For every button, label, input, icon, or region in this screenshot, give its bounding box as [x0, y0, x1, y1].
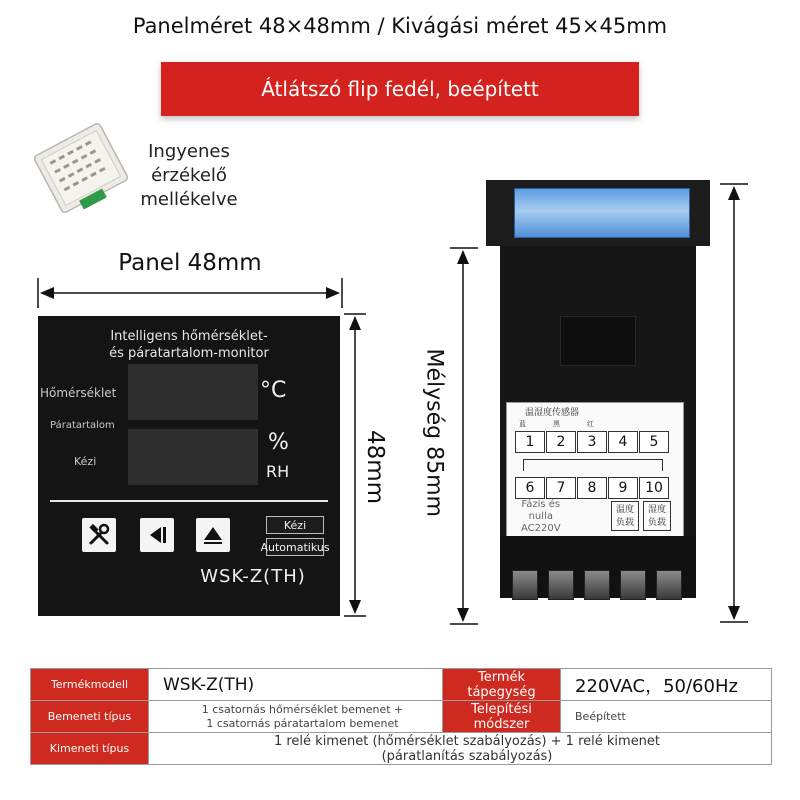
- terminal-6: 6: [515, 477, 545, 499]
- terminal-3: 3: [577, 431, 607, 453]
- wiring-label: [506, 402, 684, 540]
- input-type-header: Bemeneti típus: [31, 701, 149, 733]
- sensor-caption-line2: érzékelő: [151, 165, 227, 186]
- shift-left-key[interactable]: [140, 518, 174, 552]
- terminal-4: 4: [608, 431, 638, 453]
- sensor-caption-line1: Ingyenes: [148, 141, 230, 162]
- installation-header: Telepítési módszer: [443, 701, 561, 733]
- terminal-7: 7: [546, 477, 576, 499]
- feature-banner: Átlátszó flip fedél, beépített: [161, 62, 639, 116]
- output-type-line2: (páratlanítás szabályozás): [381, 748, 553, 764]
- temperature-display: [128, 364, 258, 420]
- temp-load-line2: 负载: [615, 518, 634, 528]
- terminal-row-bottom: [515, 477, 669, 499]
- terminal-1: 1: [515, 431, 545, 453]
- flip-cover: [486, 180, 710, 246]
- device-title-line1: Intelligens hőmérséklet-: [110, 329, 268, 344]
- spec-table: [30, 668, 772, 765]
- screw-terminal: [620, 570, 646, 600]
- hum-load-line1: 湿度: [647, 505, 666, 515]
- sensor-wiring-title: 温湿度传感器: [525, 408, 580, 418]
- table-row: [31, 701, 772, 733]
- mode-manual-indicator: Kézi: [266, 516, 324, 534]
- panel-width-arrow: [34, 272, 346, 312]
- percent-unit: %: [268, 430, 289, 455]
- arrow-up-icon: [201, 523, 225, 547]
- depth-arrow: [446, 244, 482, 628]
- screw-terminal: [512, 570, 538, 600]
- terminal-2: 2: [546, 431, 576, 453]
- panel-divider: [50, 500, 328, 502]
- table-row: [31, 733, 772, 765]
- screw-terminals: [512, 570, 682, 600]
- installation-value: Beépített: [561, 701, 772, 733]
- wire-red-label: 红: [587, 420, 594, 428]
- sensor-caption: [130, 140, 248, 212]
- table-row: [31, 669, 772, 701]
- device-side-view: [486, 180, 710, 626]
- terminal-block: [500, 536, 696, 598]
- terminal-10: 10: [639, 477, 669, 499]
- device-title-line2: és páratartalom-monitor: [109, 346, 269, 361]
- humidity-label: Páratartalom: [50, 420, 115, 431]
- phase-line2: nulla: [528, 511, 553, 522]
- up-key[interactable]: [196, 518, 230, 552]
- settings-key[interactable]: [82, 518, 116, 552]
- side-height-arrow: [716, 180, 752, 626]
- celsius-unit: °C: [260, 378, 287, 403]
- device-title: [38, 328, 340, 362]
- input-type-value: [149, 701, 443, 733]
- temperature-label: Hőmérséklet: [40, 386, 117, 400]
- sensor-module-icon: [30, 118, 132, 218]
- panel-height-label: 48mm: [362, 429, 388, 505]
- manual-label: Kézi: [74, 455, 97, 468]
- wire-black-label: 黑: [553, 420, 560, 428]
- transparent-cover: [514, 188, 690, 238]
- temp-load-line1: 温度: [615, 505, 634, 515]
- input-type-line2: 1 csatornás páratartalom bemenet: [206, 716, 399, 730]
- terminal-8: 8: [577, 477, 607, 499]
- product-model-header: Termékmodell: [31, 669, 149, 701]
- screw-terminal: [584, 570, 610, 600]
- terminal-row-top: [515, 431, 669, 453]
- relay-wiring: [523, 459, 663, 471]
- device-model: WSK-Z(TH): [200, 566, 306, 587]
- sensor-image: [30, 118, 132, 218]
- arrow-left-icon: [145, 523, 169, 547]
- page-title: Panelméret 48×48mm / Kivágási méret 45×45mm: [132, 14, 668, 38]
- wire-blue-label: 蓝: [519, 420, 526, 428]
- screw-terminal: [656, 570, 682, 600]
- panel-width-label: Panel 48mm: [118, 250, 262, 276]
- phase-line1: Fázis és: [521, 499, 561, 510]
- humidity-load-box: [643, 501, 671, 531]
- humidity-display: [128, 429, 258, 485]
- temp-load-box: [611, 501, 639, 531]
- power-supply-header: Termék tápegység: [443, 669, 561, 701]
- depth-label: Mélység 85mm: [421, 348, 447, 517]
- terminal-5: 5: [639, 431, 669, 453]
- tools-icon: [87, 523, 111, 547]
- rh-unit: RH: [266, 462, 290, 481]
- terminal-9: 9: [608, 477, 638, 499]
- mode-auto-indicator: Automatikus: [266, 538, 324, 556]
- input-type-line1: 1 csatornás hőmérséklet bemenet +: [201, 702, 404, 716]
- screw-terminal: [548, 570, 574, 600]
- housing-vent: [560, 316, 636, 366]
- power-supply-value: 220VAC，50/60Hz: [561, 669, 772, 701]
- output-type-value: [149, 733, 772, 765]
- hum-load-line2: 负载: [647, 518, 666, 528]
- product-model-value: WSK-Z(TH): [149, 669, 443, 701]
- output-type-header: Kimeneti típus: [31, 733, 149, 765]
- sensor-caption-line3: mellékelve: [140, 189, 238, 210]
- device-front-panel: [38, 316, 340, 616]
- ac-voltage: AC220V: [521, 523, 561, 534]
- output-type-line1: 1 relé kimenet (hőmérséklet szabályozás) + 1 relé kimenet: [273, 733, 661, 749]
